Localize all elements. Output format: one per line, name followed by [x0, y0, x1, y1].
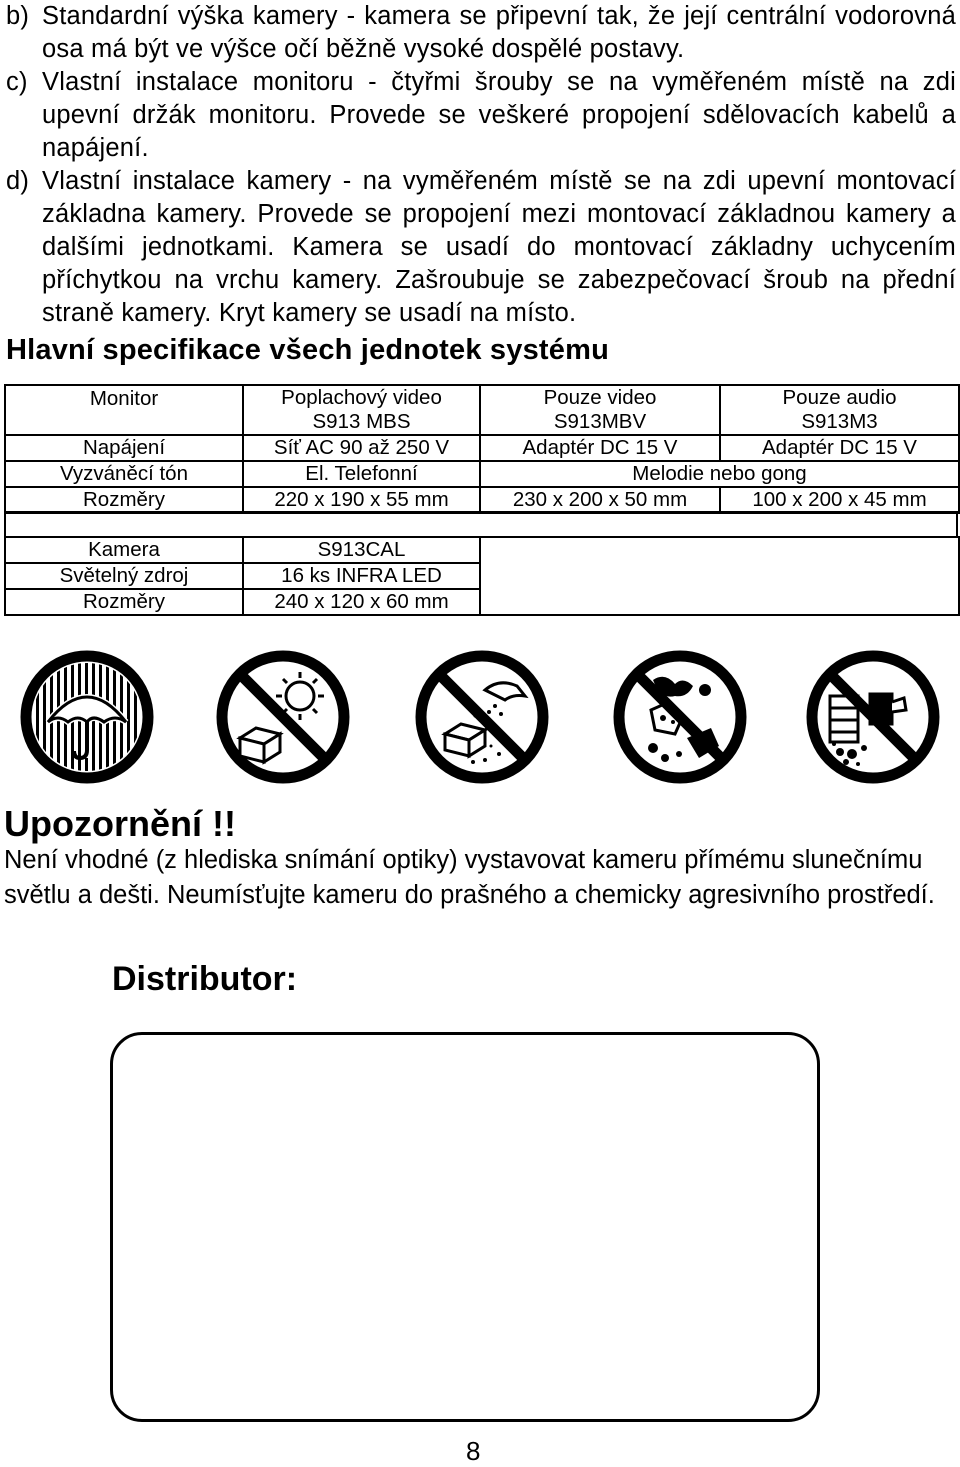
table-cell: El. Telefonní [243, 461, 480, 487]
warning-title: Upozornění !! [4, 803, 236, 844]
table-cell: 16 ks INFRA LED [243, 563, 480, 589]
monitor-header-cell: Monitor [5, 385, 243, 435]
instruction-b: b) Standardní výška kamery - kamera se připevní tak, že její centrální vodorovná osa má být ve výšce očí běžně vysoké dospělé postavy. [6, 2, 956, 63]
row-label: Napájení [5, 435, 243, 461]
model-header-cell: Pouze video S913MBV [480, 385, 720, 435]
table-row [5, 385, 959, 435]
instruction-d: d) Vlastní instalace kamery - na vyměřeném místě se na zdi upevní montovací základna kamery. Provede se propojení mezi montovací základnou kamery a dalšími jednotkami. Kamera se usadí do montovací základny uchycením příchytkou na vrchu kamery. Zašroubuje se zabezpečovací šroub na přední straně kamery. Kryt kamery se usadí na místo. [6, 167, 956, 327]
row-label: Kamera [5, 537, 243, 563]
warning-icons [0, 650, 960, 790]
row-label: Vyzváněcí tón [5, 461, 243, 487]
table-cell-merged: Melodie nebo gong [480, 461, 959, 487]
table-cell: Adaptér DC 15 V [720, 435, 959, 461]
table-cell: 230 x 200 x 50 mm [480, 487, 720, 513]
distributor-title: Distributor: [112, 960, 298, 998]
model-header-cell: Pouze audio S913M3 [720, 385, 959, 435]
no-dust-icon [415, 650, 549, 784]
row-label: Rozměry [5, 487, 243, 513]
table-row [5, 487, 959, 513]
row-label: Rozměry [5, 589, 243, 615]
table-cell: S913CAL [243, 537, 480, 563]
no-sunlight-icon [216, 650, 350, 784]
table-cell: 100 x 200 x 45 mm [720, 487, 959, 513]
empty-separator-row [4, 511, 958, 538]
table-row [5, 435, 959, 461]
empty-cell [5, 512, 957, 537]
instruction-c: c) Vlastní instalace monitoru - čtyřmi šrouby se na vyměřeném místě na zdi upevní držák monitoru. Provede se veškeré propojení sdělovacích kabelů a napájení. [6, 68, 956, 162]
page-number: 8 [466, 1436, 481, 1466]
distributor-box [110, 1032, 820, 1422]
umbrella-rain-icon [20, 650, 154, 784]
instructions-list [6, 0, 956, 330]
table-cell: 240 x 120 x 60 mm [243, 589, 480, 615]
spec-heading: Hlavní specifikace všech jednotek systému [6, 334, 609, 366]
empty-cell [480, 537, 959, 615]
warning-text: Není vhodné (z hlediska snímání optiky) vystavovat kameru přímému slunečnímu světlu a dešti. Neumísťujte kameru do prašného a chemicky agresivního prostředí. [4, 846, 935, 909]
table-cell: Síť AC 90 až 250 V [243, 435, 480, 461]
table-cell: Adaptér DC 15 V [480, 435, 720, 461]
model-header-cell: Poplachový video S913 MBS [243, 385, 480, 435]
monitor-spec-table [4, 384, 960, 514]
table-row [5, 537, 959, 563]
table-row [5, 461, 959, 487]
no-chemicals-icon [806, 650, 940, 784]
no-dirt-icon [613, 650, 747, 784]
row-label: Světelný zdroj [5, 563, 243, 589]
camera-spec-table [4, 536, 960, 616]
table-cell: 220 x 190 x 55 mm [243, 487, 480, 513]
